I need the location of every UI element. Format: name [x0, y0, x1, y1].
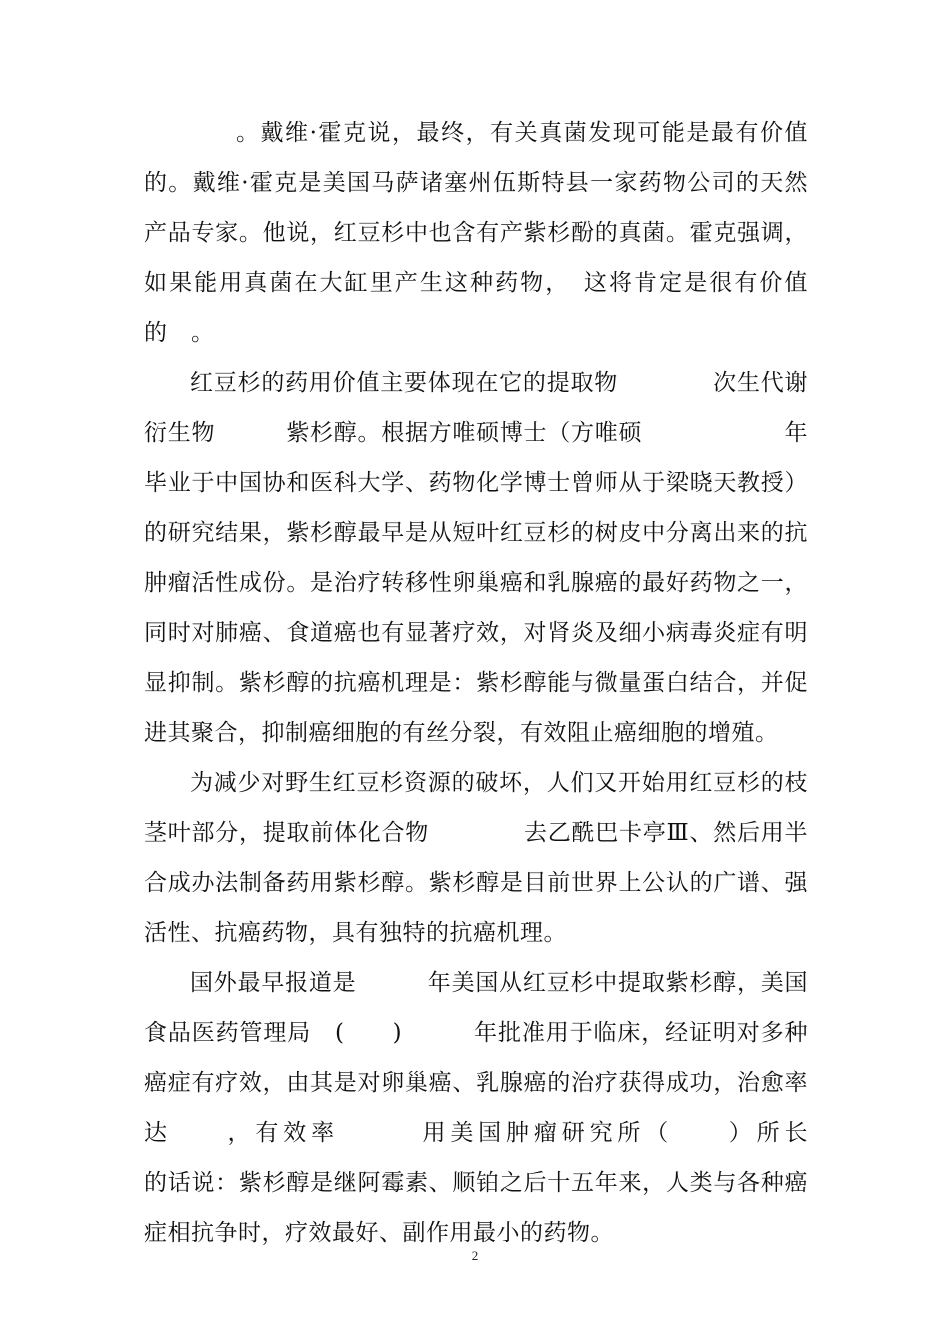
document-body — [144, 108, 926, 1258]
paragraph-medicinal-value: 红豆杉的药用价值主要体现在它的提取物 次生代谢衍生物 紫杉醇。根据方唯硕博士（方唯硕 年毕业于中国协和医科大学、药物化学博士曾师从于梁晓天教授）的研究结果，紫杉醇最早是从短叶红豆杉的树皮中分离出来的抗肿瘤活性成份。是治疗转移性卵巢癌和乳腺癌的最好药物之一，同时对肺癌、食道癌也有显著疗效，对肾炎及细小病毒炎症有明显抑制。紫杉醇的抗癌机理是：紫杉醇能与微量蛋白结合，并促进其聚合，抑制癌细胞的有丝分裂，有效阻止癌细胞的增殖。 — [144, 370, 808, 746]
page-number: 2 — [471, 1248, 479, 1263]
paragraph-fungal-discovery: 。戴维·霍克说，最终，有关真菌发现可能是最有价值的。戴维·霍克是美国马萨诸塞州伍斯特县一家药物公司的天然产品专家。他说，红豆杉中也含有产紫杉酚的真菌。霍克强调，如果能用真菌在大缸里产生这种药物， 这将肯定是很有价值的 。 — [144, 120, 808, 346]
paragraph-semisynthesis: 为减少对野生红豆杉资源的破坏，人们又开始用红豆杉的枝茎叶部分，提取前体化合物 去乙酰巴卡亭Ⅲ、然后用半合成办法制备药用紫杉醇。紫杉醇是目前世界上公认的广谱、强活性、抗癌药物，具有独特的抗癌机理。 — [144, 770, 808, 946]
paragraph-clinical-history: 国外最早报道是 年美国从红豆杉中提取紫杉醇，美国食品医药管理局 ( ) 年批准用于临床，经证明对多种癌症有疗效，由其是对卵巢癌、乳腺癌的治疗获得成功，治愈率达 ，有效率 用美国肿瘤研究所（ ）所长 的话说：紫杉醇是继阿霉素、顺铂之后十五年来，人类与各种癌症相抗争时，疗效最好、副作用最小的药物。 — [144, 970, 926, 1246]
